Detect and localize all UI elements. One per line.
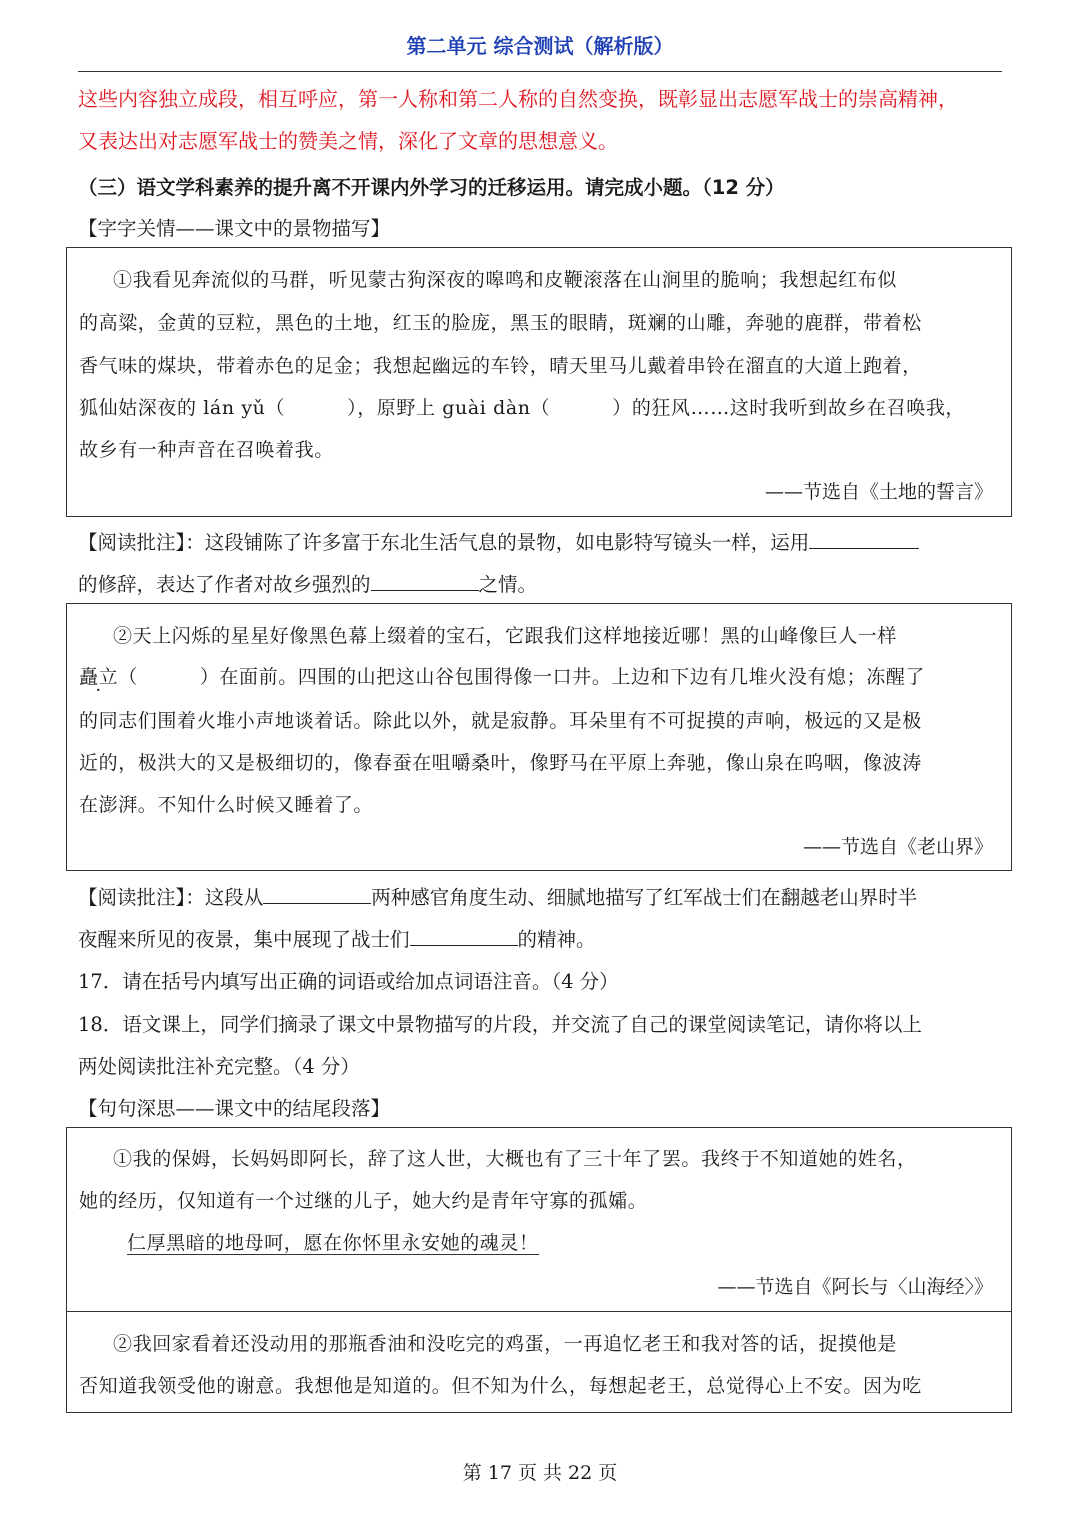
passage-1-line-3: 香气味的煤块，带着赤色的足金；我想起幽远的车铃，晴天里马儿戴着串铃在溜直的大道上跑着， (79, 355, 922, 377)
passage-1-line-4-tail: ）的狂风……这时我听到故乡在召唤我， (612, 397, 966, 419)
note-2-text-c: 夜醒来所见的夜景，集中展现了战士们 (78, 928, 410, 951)
passage-divider (66, 1311, 1012, 1312)
part-1-title: 【字字关情——课文中的景物描写】 (78, 217, 391, 240)
note-1-blank-rhetoric[interactable] (809, 528, 919, 549)
passage-1-source: ——节选自《土地的誓言》 (764, 481, 993, 503)
note-1-text-c: 之情。 (478, 573, 538, 596)
question-18-line-2: 两处阅读批注补充完整。（4 分） (78, 1055, 360, 1078)
question-17: 17．请在括号内填写出正确的词语或给加点词语注音。（4 分） (78, 970, 619, 993)
passage-1-line-1: ①我看见奔流似的马群，听见蒙古狗深夜的嗥鸣和皮鞭滚落在山涧里的脆响；我想起红布似 (113, 269, 898, 291)
note-2-blank-senses[interactable] (263, 883, 371, 904)
pinyin-lanyu-prompt: 狐仙姑深夜的 lán yǔ（ (79, 397, 286, 419)
passage-2-box (66, 603, 1012, 871)
note-1-text-a: 【阅读批注】：这段铺陈了许多富于东北生活气息的景物，如电影特写镜头一样，运用 (78, 531, 810, 554)
pinyin-guaidan-prompt: ），原野上 guài dàn（ (347, 397, 551, 419)
note-2-line-2 (78, 924, 596, 952)
answer-line-1: 这些内容独立成段，相互呼应，第一人称和第二人称的自然变换，既彰显出志愿军战士的崇高精神， (78, 87, 958, 111)
note-2-text-d: 的精神。 (517, 928, 596, 951)
passage-3-line-2: 她的经历，仅知道有一个过继的儿子，她大约是青年守寡的孤孀。 (79, 1190, 648, 1212)
passage-2-line-1: ②天上闪烁的星星好像黑色幕上缀着的宝石，它跟我们这样地接近哪！黑的山峰像巨人一样 (113, 625, 898, 647)
passage-3-source: ——节选自《阿长与〈山海经〉》 (717, 1276, 993, 1298)
passage-1-box (66, 247, 1012, 517)
note-1-blank-emotion[interactable] (371, 570, 479, 591)
passage-2-line-2-tail: ）在面前。四围的山把这山谷包围得像一口井。上边和下边有几堆火没有熄；冻醒了 (199, 666, 926, 688)
passage-3-line-3 (127, 1228, 539, 1255)
note-1-text-b: 的修辞，表达了作者对故乡强烈的 (78, 573, 371, 596)
passage-1-line-5: 故乡有一种声音在召唤着我。 (79, 439, 334, 461)
passage-4-line-2: 否知道我领受他的谢意。我想他是知道的。但不知为什么，每想起老王，总觉得心上不安。因为吃 (79, 1375, 922, 1397)
header-divider (78, 71, 1002, 72)
note-1-line-2 (78, 569, 537, 597)
passage-2-line-4: 近的，极洪大的又是极细切的，像春蚕在咀嚼桑叶，像野马在平原上奔驰，像山泉在呜咽，像波涛 (79, 752, 922, 774)
passage-1-line-2: 的高粱，金黄的豆粒，黑色的土地，红玉的脸庞，黑玉的眼睛，斑斓的山雕，奔驰的鹿群，带着松 (79, 312, 922, 334)
passage-1-line-4 (79, 393, 965, 420)
note-2-line-1 (78, 882, 917, 910)
question-18-line-1: 18．语文课上，同学们摘录了课文中景物描写的片段，并交流了自己的课堂阅读笔记，请你将以上 (78, 1013, 922, 1036)
note-2-text-b: 两种感官角度生动、细腻地描写了红军战士们在翻越老山界时半 (371, 886, 918, 909)
answer-line-2: 又表达出对志愿军战士的赞美之情，深化了文章的思想意义。 (78, 129, 618, 153)
bracket-open: （ (118, 666, 138, 688)
page-header-title: 第二单元 综合测试（解析版） (406, 34, 674, 58)
passage-2-line-3: 的同志们围着火堆小声地谈着话。除此以外，就是寂静。耳朵里有不可捉摸的声响，极远的又是极 (79, 710, 922, 732)
part-2-title: 【句句深思——课文中的结尾段落】 (78, 1097, 391, 1120)
passage-2-line-2 (79, 662, 925, 689)
passage-4-line-1: ②我回家看着还没动用的那瓶香油和没吃完的鸡蛋，一再追忆老王和我对答的话，捉摸他是 (113, 1333, 898, 1355)
passage-3-4-box (66, 1127, 1012, 1413)
passage-2-line-5: 在澎湃。不知什么时候又睡着了。 (79, 794, 374, 816)
passage-3-line-1: ①我的保姆，长妈妈即阿长，辞了这人世，大概也有了三十年了罢。我终于不知道她的姓名， (113, 1148, 917, 1170)
section-3-title: （三）语文学科素养的提升离不开课内外学习的迁移运用。请完成小题。（12 分） (78, 176, 785, 199)
dotted-word-chuli: 矗立 (79, 666, 119, 688)
underlined-sentence: 仁厚黑暗的地母呵，愿在你怀里永安她的魂灵！ (127, 1232, 539, 1254)
passage-2-source: ——节选自《老山界》 (802, 836, 993, 858)
page-footer: 第 17 页 共 22 页 (462, 1462, 618, 1484)
note-2-blank-spirit[interactable] (410, 925, 518, 946)
note-1-line-1 (78, 527, 919, 555)
note-2-text-a: 【阅读批注】：这段从 (78, 886, 264, 909)
